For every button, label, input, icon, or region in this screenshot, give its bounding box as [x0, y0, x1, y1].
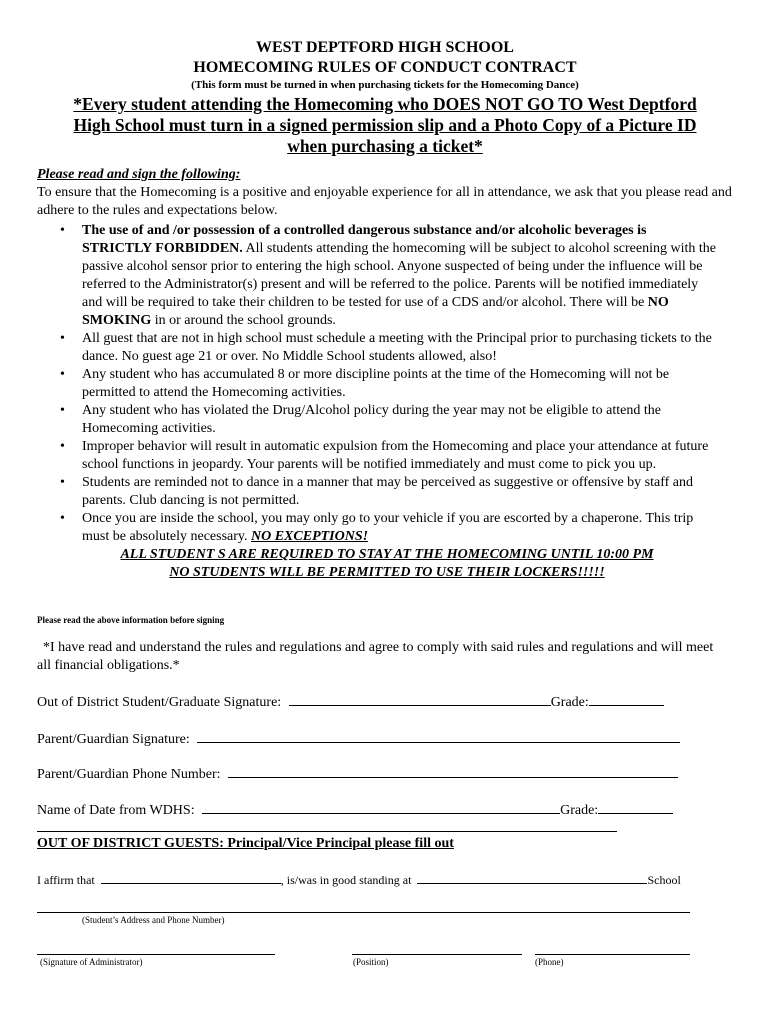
- phone-label: (Phone): [535, 957, 564, 967]
- rule-1-text: All students attending the homecoming will be subject to alcohol screening with the passive alcohol sensor prior to entering the high school. Anyone suspected of being under the influence will be referred to the Administrator(s) present and will be referred to the police. Parents will be notified immediately and will be required to take their children to be tested for use of a CDS and/or alcohol. There will be: [82, 241, 716, 310]
- form-note: (This form must be turned in when purchasing tickets for the Homecoming Dance): [191, 79, 579, 91]
- rule-item: • Any student who has accumulated 8 or more discipline points at the time of the Homecoming will not be permitted to attend the Homecoming activities.: [37, 366, 717, 402]
- rule-item: [37, 222, 717, 330]
- school-name-field[interactable]: [417, 872, 647, 884]
- date-name-row: [37, 799, 673, 820]
- parent-phone-label: Parent/Guardian Phone Number:: [37, 767, 221, 782]
- rule-item: • Any student who has violated the Drug/Alcohol policy during the year may not be eligible to attend the Homecoming activities.: [37, 402, 717, 438]
- admin-signature-field[interactable]: [37, 954, 275, 955]
- form-header: [0, 38, 770, 92]
- parent-phone-field[interactable]: [228, 763, 678, 778]
- affirm-suffix: School: [647, 873, 681, 887]
- intro-text: To ensure that the Homecoming is a positive and enjoyable experience for all in attendance, we ask that you please read and adhere to the rules and expectations below.: [37, 185, 732, 218]
- section-divider: [37, 831, 617, 832]
- parent-signature-field[interactable]: [197, 728, 680, 743]
- stay-until-notice: ALL STUDENT S ARE REQUIRED TO STAY AT THE HOMECOMING UNTIL 10:00 PM: [120, 547, 654, 562]
- acknowledgement: *I have read and understand the rules and regulations and agree to comply with said rules and regulations and will meet all financial obligations.*: [37, 640, 714, 673]
- guests-heading: OUT OF DISTRICT GUESTS: Principal/Vice Principal please fill out: [37, 836, 454, 851]
- rules-section: [37, 222, 717, 582]
- grade-label-2: Grade:: [560, 803, 599, 818]
- rule-item: [37, 510, 717, 546]
- student-signature-row: [37, 691, 664, 712]
- rule-1-text-end: in or around the school grounds.: [151, 313, 336, 328]
- grade-field[interactable]: [589, 691, 664, 706]
- intro-heading: Please read and sign the following:: [37, 167, 241, 182]
- rule-item: • Students are reminded not to dance in a manner that may be perceived as suggestive or offensive by staff and parents. Club dancing is not permitted.: [37, 474, 717, 510]
- position-label: (Position): [353, 957, 389, 967]
- rule-item: • Improper behavior will result in automatic expulsion from the Homecoming and place your attendance at future school functions in jeopardy. Your parents will be notified immediately and must come to pick you up.: [37, 438, 717, 474]
- notice-line-1: *Every student attending the Homecoming who DOES NOT GO TO West Deptford: [73, 94, 697, 114]
- parent-signature-row: [37, 728, 680, 749]
- notice-line-3: when purchasing a ticket*: [287, 136, 483, 156]
- date-name-field[interactable]: [202, 799, 560, 814]
- admin-signature-label: (Signature of Administrator): [40, 957, 143, 967]
- address-field[interactable]: [37, 912, 690, 913]
- phone-field[interactable]: [535, 954, 690, 955]
- rules-list: [37, 222, 717, 546]
- rule-item: • All guest that are not in high school must schedule a meeting with the Principal prior to purchasing tickets to the dance. No guest age 21 or over. No Middle School students allowed, also!: [37, 330, 717, 366]
- intro-section: [37, 166, 737, 220]
- rule-7-text: Once you are inside the school, you may only go to your vehicle if you are escorted by a chaperone. This trip must be absolutely necessary.: [82, 511, 694, 544]
- student-signature-label: Out of District Student/Graduate Signature:: [37, 695, 282, 710]
- student-signature-field[interactable]: [289, 691, 551, 706]
- affirm-row: [37, 871, 681, 889]
- grade-field-2[interactable]: [598, 799, 673, 814]
- read-before-signing: Please read the above information before signing: [37, 615, 225, 625]
- guest-name-field[interactable]: [101, 872, 281, 884]
- lockers-notice: NO STUDENTS WILL BE PERMITTED TO USE THEIR LOCKERS!!!!!: [169, 565, 605, 580]
- guest-notice: [20, 94, 750, 157]
- grade-label: Grade:: [550, 695, 589, 710]
- position-field[interactable]: [352, 954, 522, 955]
- address-label: (Student’s Address and Phone Number): [82, 915, 225, 925]
- no-exceptions: NO EXCEPTIONS!: [251, 529, 369, 544]
- notice-line-2: High School must turn in a signed permission slip and a Photo Copy of a Picture ID: [73, 115, 697, 135]
- form-title: HOMECOMING RULES OF CONDUCT CONTRACT: [193, 59, 577, 76]
- affirm-middle: , is/was in good standing at: [280, 873, 412, 887]
- rule-1-bold: The use of and /or possession of a controlled dangerous substance and/or alcoholic beverages is STRICTLY FORBIDDEN.: [82, 223, 647, 256]
- date-name-label: Name of Date from WDHS:: [37, 803, 195, 818]
- parent-signature-label: Parent/Guardian Signature:: [37, 732, 190, 747]
- parent-phone-row: [37, 763, 678, 784]
- affirm-prefix: I affirm that: [37, 873, 95, 887]
- school-name: WEST DEPTFORD HIGH SCHOOL: [256, 39, 514, 56]
- rule-1-no-smoking: NO SMOKING: [82, 295, 669, 328]
